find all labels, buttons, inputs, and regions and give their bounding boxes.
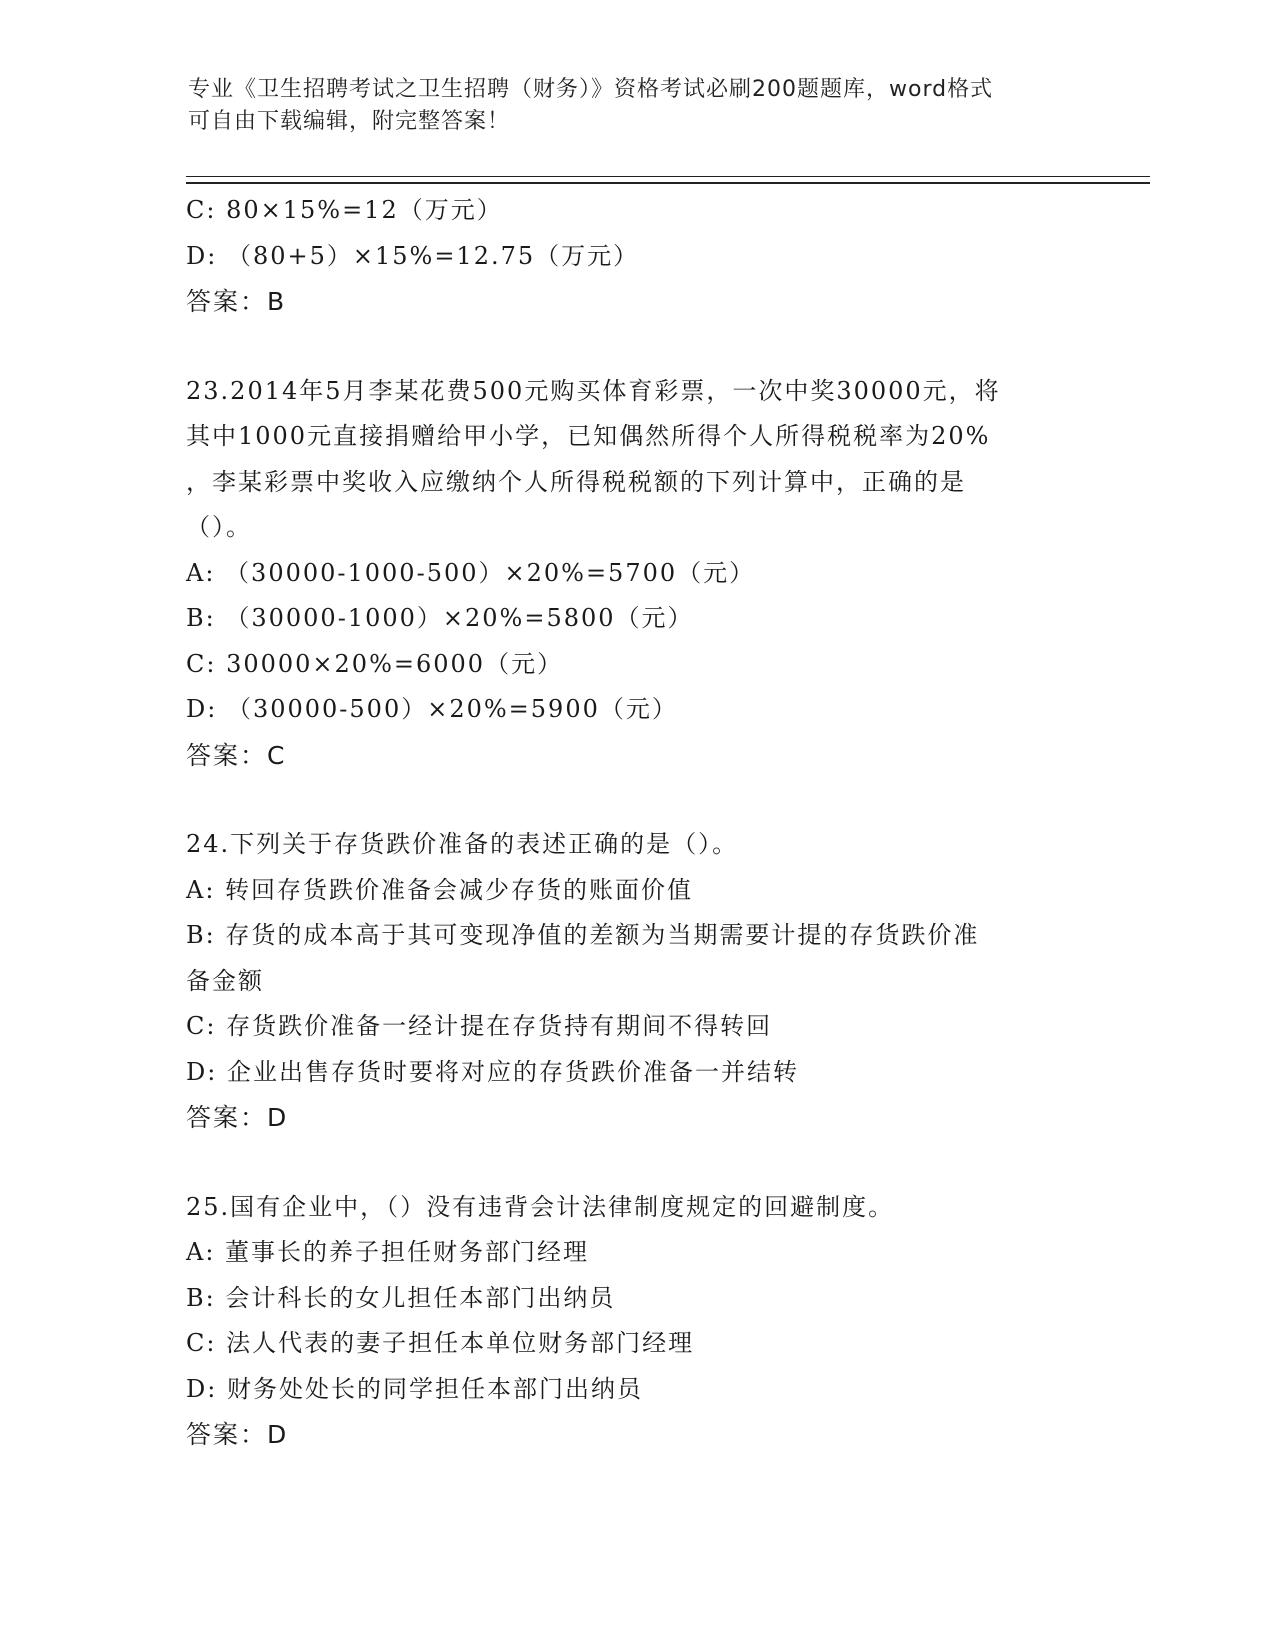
header-title-line-2: 可自由下载编辑，附完整答案！ — [188, 109, 511, 134]
spacer — [186, 1141, 1086, 1185]
question-25 — [186, 1185, 1086, 1458]
option-d: D: 财务处处长的同学担任本部门出纳员 — [186, 1374, 643, 1403]
option-b-continued: 备金额 — [186, 966, 264, 995]
question-list — [186, 188, 1086, 1458]
option-c: C: 80×15%=12（万元） — [186, 196, 503, 224]
option-a: A: 转回存货跌价准备会减少存货的账面价值 — [186, 875, 694, 904]
option-c: C: 存货跌价准备一经计提在存货持有期间不得转回 — [186, 1012, 773, 1040]
document-header — [188, 74, 1088, 138]
question-24 — [186, 822, 1086, 1141]
option-d: D: 企业出售存货时要将对应的存货跌价准备一并结转 — [186, 1057, 799, 1086]
spacer — [186, 325, 1086, 369]
answer-line: 答案：B — [186, 287, 287, 316]
question-stem: 24.下列关于存货跌价准备的表述正确的是（）。 — [186, 830, 739, 858]
question-stem: ，李某彩票中奖收入应缴纳个人所得税税额的下列计算中，正确的是 — [186, 467, 966, 496]
answer-line: 答案：D — [186, 1420, 289, 1449]
option-b: B: 会计科长的女儿担任本部门出纳员 — [186, 1283, 616, 1312]
option-b: B: 存货的成本高于其可变现净值的差额为当期需要计提的存货跌价准 — [186, 921, 980, 949]
spacer — [186, 778, 1086, 822]
option-a: A: （30000-1000-500）×20%=5700（元） — [186, 558, 756, 587]
question-stem: 25.国有企业中，（）没有违背会计法律制度规定的回避制度。 — [186, 1192, 895, 1221]
question-stem: （）。 — [186, 513, 252, 541]
option-d: D: （30000-500）×20%=5900（元） — [186, 695, 678, 723]
answer-line: 答案：D — [186, 1103, 289, 1132]
question-22-tail — [186, 188, 1086, 325]
option-c: C: 30000×20%=6000（元） — [186, 649, 564, 678]
option-c: C: 法人代表的妻子担任本单位财务部门经理 — [186, 1329, 695, 1357]
answer-line: 答案：C — [186, 740, 287, 770]
question-stem: 其中1000元直接捐赠给甲小学，已知偶然所得个人所得税税率为20% — [186, 422, 991, 450]
option-d: D: （80+5）×15%=12.75（万元） — [186, 241, 640, 270]
question-stem: 23.2014年5月李某花费500元购买体育彩票，一次中奖30000元，将 — [186, 376, 1001, 405]
header-title-line-1: 专业《卫生招聘考试之卫生招聘（财务）》资格考试必刷200题题库，word格式 — [188, 77, 994, 102]
option-b: B: （30000-1000）×20%=5800（元） — [186, 604, 694, 632]
header-divider — [186, 176, 1150, 184]
question-23 — [186, 369, 1086, 779]
option-a: A: 董事长的养子担任财务部门经理 — [186, 1238, 590, 1266]
